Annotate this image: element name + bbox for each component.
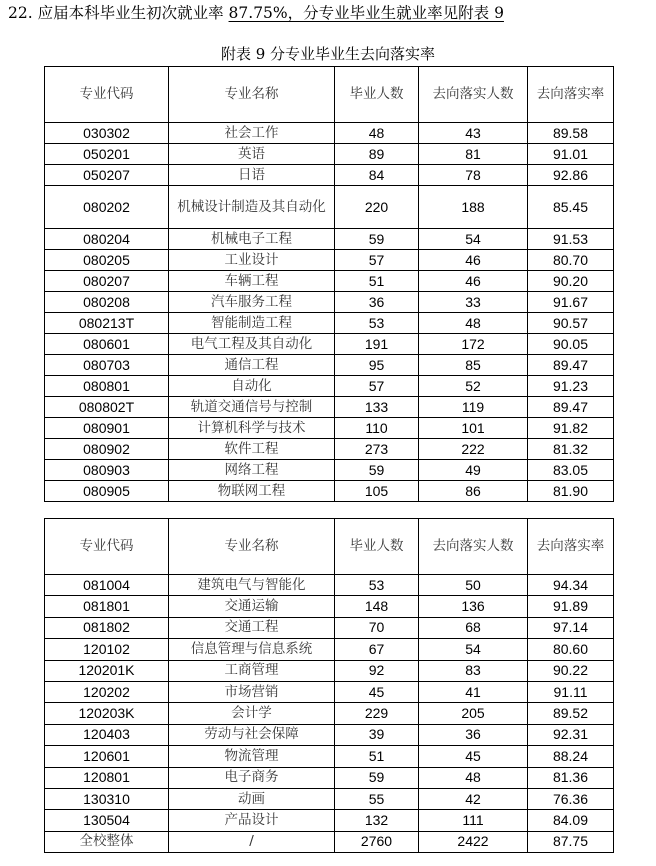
table-row	[45, 639, 614, 660]
header-placed: 去向落实人数	[419, 519, 528, 575]
cell-major-code: 080703	[45, 355, 169, 376]
table-row	[45, 596, 614, 617]
cell-placement-rate: 80.70	[528, 250, 614, 271]
cell-placed-count: 48	[419, 313, 528, 334]
cell-major-name: 交通工程	[169, 617, 335, 638]
cell-placed-count: 54	[419, 639, 528, 660]
cell-major-code: 080902	[45, 439, 169, 460]
cell-placed-count: 119	[419, 397, 528, 418]
table-row	[45, 681, 614, 702]
cell-placement-rate: 91.01	[528, 144, 614, 165]
cell-placed-count: 41	[419, 681, 528, 702]
heading-number: 22.	[8, 4, 33, 22]
cell-placement-rate: 89.47	[528, 397, 614, 418]
cell-placed-count: 68	[419, 617, 528, 638]
cell-placed-count: 46	[419, 250, 528, 271]
cell-placed-count: 85	[419, 355, 528, 376]
cell-major-name: 车辆工程	[169, 271, 335, 292]
cell-major-code: 080202	[45, 186, 169, 229]
cell-major-name: 工业设计	[169, 250, 335, 271]
cell-major-name: 网络工程	[169, 460, 335, 481]
cell-graduates-count: 39	[335, 724, 419, 745]
cell-major-code: 全校整体	[45, 831, 169, 852]
table-row	[45, 788, 614, 809]
cell-placement-rate: 83.05	[528, 460, 614, 481]
table-row	[45, 481, 614, 502]
cell-graduates-count: 110	[335, 418, 419, 439]
section-heading	[8, 3, 504, 23]
table-header-row	[45, 67, 614, 123]
cell-graduates-count: 84	[335, 165, 419, 186]
cell-placed-count: 86	[419, 481, 528, 502]
table-row	[45, 165, 614, 186]
cell-major-code: 120403	[45, 724, 169, 745]
cell-graduates-count: 70	[335, 617, 419, 638]
cell-major-name: 轨道交通信号与控制	[169, 397, 335, 418]
cell-major-code: 120102	[45, 639, 169, 660]
cell-placement-rate: 90.20	[528, 271, 614, 292]
table-row	[45, 250, 614, 271]
header-graduates: 毕业人数	[335, 519, 419, 575]
cell-major-code: 080901	[45, 418, 169, 439]
cell-graduates-count: 132	[335, 810, 419, 831]
cell-graduates-count: 92	[335, 660, 419, 681]
table-row	[45, 810, 614, 831]
cell-major-name: 汽车服务工程	[169, 292, 335, 313]
cell-placed-count: 2422	[419, 831, 528, 852]
cell-major-code: 080905	[45, 481, 169, 502]
cell-graduates-count: 51	[335, 271, 419, 292]
cell-placed-count: 188	[419, 186, 528, 229]
table-row	[45, 292, 614, 313]
cell-placed-count: 33	[419, 292, 528, 313]
header-rate: 去向落实率	[528, 519, 614, 575]
cell-placed-count: 83	[419, 660, 528, 681]
cell-graduates-count: 2760	[335, 831, 419, 852]
cell-graduates-count: 148	[335, 596, 419, 617]
cell-major-code: 120203K	[45, 703, 169, 724]
cell-placed-count: 46	[419, 271, 528, 292]
cell-placement-rate: 92.86	[528, 165, 614, 186]
table-row	[45, 575, 614, 596]
cell-major-code: 130504	[45, 810, 169, 831]
cell-major-name: 动画	[169, 788, 335, 809]
cell-major-name: 信息管理与信息系统	[169, 639, 335, 660]
table-row	[45, 271, 614, 292]
cell-major-name: 计算机科学与技术	[169, 418, 335, 439]
cell-placement-rate: 91.11	[528, 681, 614, 702]
cell-placed-count: 43	[419, 123, 528, 144]
cell-placement-rate: 91.53	[528, 229, 614, 250]
table-row	[45, 355, 614, 376]
table-row	[45, 460, 614, 481]
cell-graduates-count: 57	[335, 376, 419, 397]
cell-major-code: 081802	[45, 617, 169, 638]
table-row	[45, 229, 614, 250]
cell-placement-rate: 89.52	[528, 703, 614, 724]
cell-placed-count: 50	[419, 575, 528, 596]
cell-graduates-count: 89	[335, 144, 419, 165]
cell-graduates-count: 59	[335, 460, 419, 481]
table-row	[45, 746, 614, 767]
cell-major-name: 电气工程及其自动化	[169, 334, 335, 355]
table-row	[45, 144, 614, 165]
header-major-code: 专业代码	[45, 519, 169, 575]
cell-major-name: 交通运输	[169, 596, 335, 617]
cell-graduates-count: 67	[335, 639, 419, 660]
cell-major-name: 市场营销	[169, 681, 335, 702]
cell-graduates-count: 105	[335, 481, 419, 502]
cell-graduates-count: 191	[335, 334, 419, 355]
cell-major-name: 软件工程	[169, 439, 335, 460]
employment-table-part-2	[44, 518, 614, 853]
cell-placement-rate: 81.90	[528, 481, 614, 502]
cell-major-code: 080207	[45, 271, 169, 292]
header-rate: 去向落实率	[528, 67, 614, 123]
cell-placement-rate: 80.60	[528, 639, 614, 660]
cell-major-name: 智能制造工程	[169, 313, 335, 334]
cell-major-name: 会计学	[169, 703, 335, 724]
cell-major-code: 080802T	[45, 397, 169, 418]
cell-graduates-count: 48	[335, 123, 419, 144]
cell-placed-count: 48	[419, 767, 528, 788]
table-row	[45, 186, 614, 229]
cell-placement-rate: 87.75	[528, 831, 614, 852]
cell-major-name: 物流管理	[169, 746, 335, 767]
cell-placed-count: 36	[419, 724, 528, 745]
cell-major-code: 030302	[45, 123, 169, 144]
cell-placement-rate: 89.47	[528, 355, 614, 376]
cell-major-name: 机械设计制造及其自动化	[169, 186, 335, 229]
heading-underlined-text: 87.75%，分专业毕业生就业率见附表 9	[228, 4, 504, 22]
header-major-code: 专业代码	[45, 67, 169, 123]
cell-placed-count: 136	[419, 596, 528, 617]
cell-major-code: 081801	[45, 596, 169, 617]
header-graduates: 毕业人数	[335, 67, 419, 123]
cell-graduates-count: 36	[335, 292, 419, 313]
cell-placed-count: 205	[419, 703, 528, 724]
cell-placed-count: 45	[419, 746, 528, 767]
cell-graduates-count: 95	[335, 355, 419, 376]
cell-placement-rate: 91.82	[528, 418, 614, 439]
cell-placement-rate: 84.09	[528, 810, 614, 831]
cell-major-code: 120202	[45, 681, 169, 702]
cell-placement-rate: 89.58	[528, 123, 614, 144]
cell-placed-count: 78	[419, 165, 528, 186]
header-major-name: 专业名称	[169, 519, 335, 575]
cell-placement-rate: 90.57	[528, 313, 614, 334]
employment-table-part-1	[44, 66, 614, 502]
cell-placed-count: 222	[419, 439, 528, 460]
cell-graduates-count: 59	[335, 229, 419, 250]
header-major-name: 专业名称	[169, 67, 335, 123]
header-placed: 去向落实人数	[419, 67, 528, 123]
cell-placement-rate: 85.45	[528, 186, 614, 229]
cell-major-name: 电子商务	[169, 767, 335, 788]
table-row	[45, 376, 614, 397]
cell-placement-rate: 92.31	[528, 724, 614, 745]
cell-placement-rate: 76.36	[528, 788, 614, 809]
cell-placement-rate: 91.67	[528, 292, 614, 313]
cell-major-code: 080601	[45, 334, 169, 355]
cell-major-code: 081004	[45, 575, 169, 596]
table-caption: 附表 9 分专业毕业生去向落实率	[220, 45, 436, 63]
cell-major-code: 080208	[45, 292, 169, 313]
table-row	[45, 439, 614, 460]
cell-major-code: 080205	[45, 250, 169, 271]
cell-major-name: 日语	[169, 165, 335, 186]
cell-major-code: 080213T	[45, 313, 169, 334]
cell-major-name: 工商管理	[169, 660, 335, 681]
cell-placement-rate: 91.23	[528, 376, 614, 397]
table-row	[45, 703, 614, 724]
cell-graduates-count: 55	[335, 788, 419, 809]
cell-graduates-count: 51	[335, 746, 419, 767]
table-row	[45, 334, 614, 355]
cell-major-code: 080801	[45, 376, 169, 397]
cell-placed-count: 172	[419, 334, 528, 355]
cell-placement-rate: 81.36	[528, 767, 614, 788]
cell-major-name: 产品设计	[169, 810, 335, 831]
cell-major-name: 劳动与社会保障	[169, 724, 335, 745]
heading-text: 应届本科毕业生初次就业率	[37, 4, 224, 22]
cell-placed-count: 111	[419, 810, 528, 831]
cell-graduates-count: 133	[335, 397, 419, 418]
table-row	[45, 617, 614, 638]
cell-graduates-count: 229	[335, 703, 419, 724]
cell-placement-rate: 88.24	[528, 746, 614, 767]
cell-graduates-count: 59	[335, 767, 419, 788]
cell-major-code: 050207	[45, 165, 169, 186]
cell-major-code: 130310	[45, 788, 169, 809]
cell-graduates-count: 220	[335, 186, 419, 229]
table-row	[45, 123, 614, 144]
cell-placed-count: 81	[419, 144, 528, 165]
cell-major-code: 120801	[45, 767, 169, 788]
cell-major-name: 社会工作	[169, 123, 335, 144]
table-row	[45, 397, 614, 418]
cell-graduates-count: 57	[335, 250, 419, 271]
cell-major-code: 080903	[45, 460, 169, 481]
table-row	[45, 724, 614, 745]
cell-placed-count: 101	[419, 418, 528, 439]
cell-graduates-count: 273	[335, 439, 419, 460]
table-row	[45, 660, 614, 681]
cell-placed-count: 49	[419, 460, 528, 481]
table-row	[45, 767, 614, 788]
cell-placed-count: 42	[419, 788, 528, 809]
table-row	[45, 313, 614, 334]
cell-graduates-count: 53	[335, 575, 419, 596]
cell-major-code: 120201K	[45, 660, 169, 681]
table-total-row	[45, 831, 614, 852]
cell-graduates-count: 53	[335, 313, 419, 334]
cell-major-name: 通信工程	[169, 355, 335, 376]
cell-major-name: /	[169, 831, 335, 852]
cell-placed-count: 52	[419, 376, 528, 397]
table-header-row	[45, 519, 614, 575]
cell-major-name: 机械电子工程	[169, 229, 335, 250]
cell-major-name: 物联网工程	[169, 481, 335, 502]
cell-placement-rate: 91.89	[528, 596, 614, 617]
cell-placement-rate: 97.14	[528, 617, 614, 638]
cell-placement-rate: 81.32	[528, 439, 614, 460]
cell-major-name: 建筑电气与智能化	[169, 575, 335, 596]
cell-placement-rate: 90.05	[528, 334, 614, 355]
cell-major-name: 英语	[169, 144, 335, 165]
cell-placed-count: 54	[419, 229, 528, 250]
table-row	[45, 418, 614, 439]
cell-graduates-count: 45	[335, 681, 419, 702]
cell-major-code: 080204	[45, 229, 169, 250]
cell-placement-rate: 94.34	[528, 575, 614, 596]
cell-major-code: 120601	[45, 746, 169, 767]
cell-major-name: 自动化	[169, 376, 335, 397]
cell-major-code: 050201	[45, 144, 169, 165]
cell-placement-rate: 90.22	[528, 660, 614, 681]
